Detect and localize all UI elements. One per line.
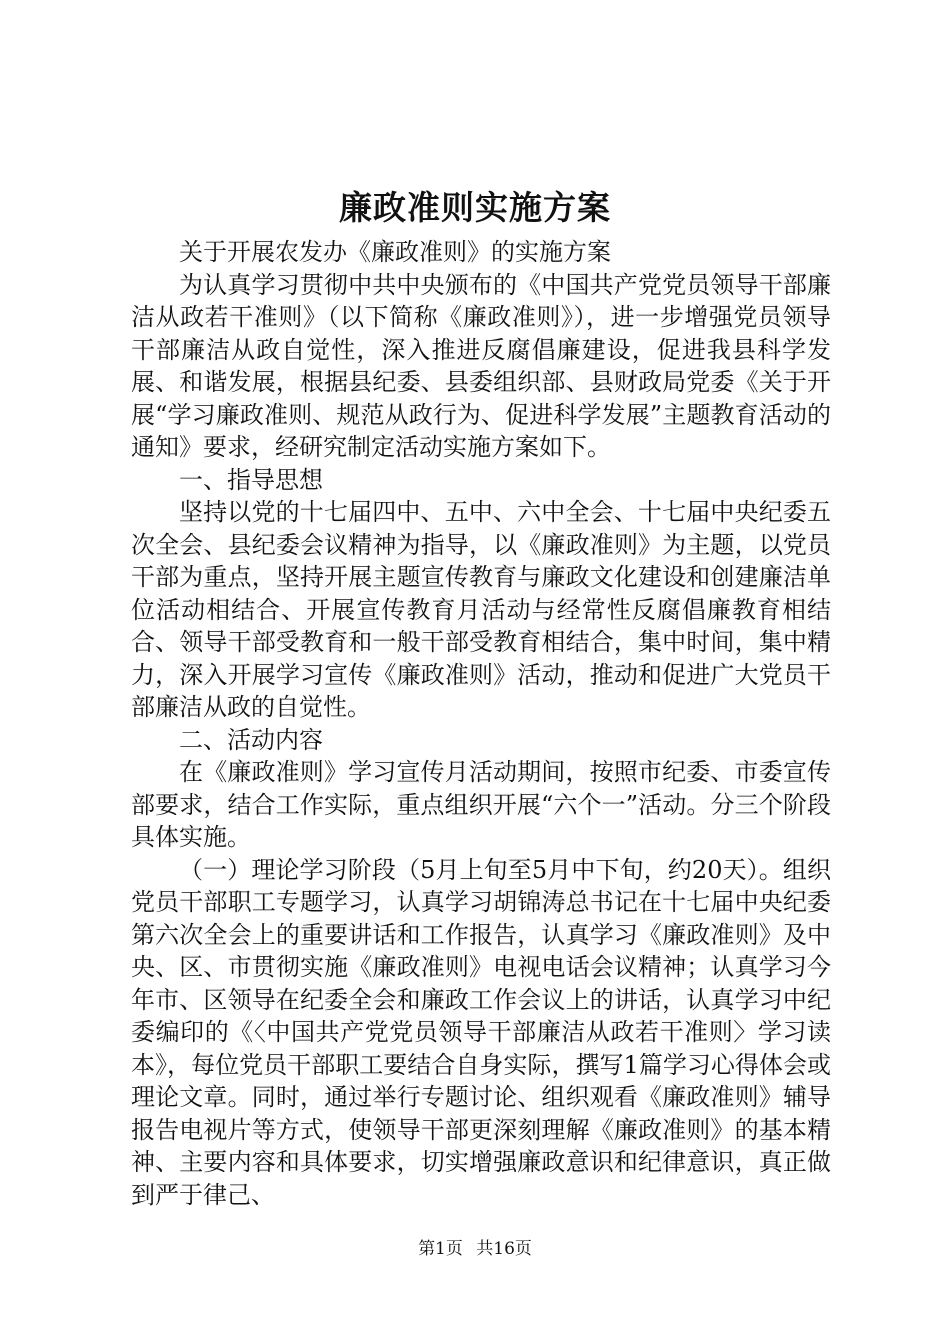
paragraph-theory-stage: （一）理论学习阶段（5月上旬至5月中下旬，约20天）。组织党员干部职工专题学习，认真学习胡锦涛总书记在十七届中央纪委第六次全会上的重要讲话和工作报告，认真学习《廉政准则》及中央、区、市贯彻实施《廉政准则》电视电话会议精神；认真学习今年市、区领导在纪委全会和廉政工作会议上的讲话，认真学习中纪委编印的《〈中国共产党党员领导干部廉洁从政若干准则〉学习读本》，每位党员干部职工要结合自身实际，撰写1篇学习心得体会或理论文章。同时，通过举行专题讨论、组织观看《廉政准则》辅导报告电视片等方式，使领导干部更深刻理解《廉政准则》的基本精神、主要内容和具体要求，切实增强廉政意识和纪律意识，真正做到严于律己、 [131,855,831,1209]
page-footer [0,1237,950,1261]
paragraph-guiding-ideology: 坚持以党的十七届四中、五中、六中全会、十七届中央纪委五次全会、县纪委会议精神为指导，以《廉政准则》为主题，以党员干部为重点，坚持开展主题宣传教育与廉政文化建设和创建廉洁单位活动相结合、开展宣传教育月活动与经常性反腐倡廉教育相结合、领导干部受教育和一般干部受教育相结合，集中时间，集中精力，深入开展学习宣传《廉政准则》活动，推动和促进广大党员干部廉洁从政的自觉性。 [131,498,831,721]
document-title: 廉政准则实施方案 [339,188,611,227]
paragraph-intro: 为认真学习贯彻中共中央颁布的《中国共产党党员领导干部廉洁从政若干准则》（以下简称《廉政准则》），进一步增强党员领导干部廉洁从政自觉性，深入推进反腐倡廉建设，促进我县科学发展、和谐发展，根据县纪委、县委组织部、县财政局党委《关于开展“学习廉政准则、规范从政行为、促进科学发展”主题教育活动的通知》要求，经研究制定活动实施方案如下。 [131,270,831,461]
paragraph-subtitle: 关于开展农发办《廉政准则》的实施方案 [179,238,611,266]
heading-activity-content: 二、活动内容 [179,725,323,754]
heading-guiding-ideology: 一、指导思想 [179,465,323,494]
page-total: 共16页 [476,1239,532,1259]
paragraph-activity-content: 在《廉政准则》学习宣传月活动期间，按照市纪委、市委宣传部要求，结合工作实际，重点组织开展“六个一”活动。分三个阶段具体实施。 [131,758,831,851]
document-body [131,236,831,1211]
page-number: 第1页 [418,1239,463,1259]
